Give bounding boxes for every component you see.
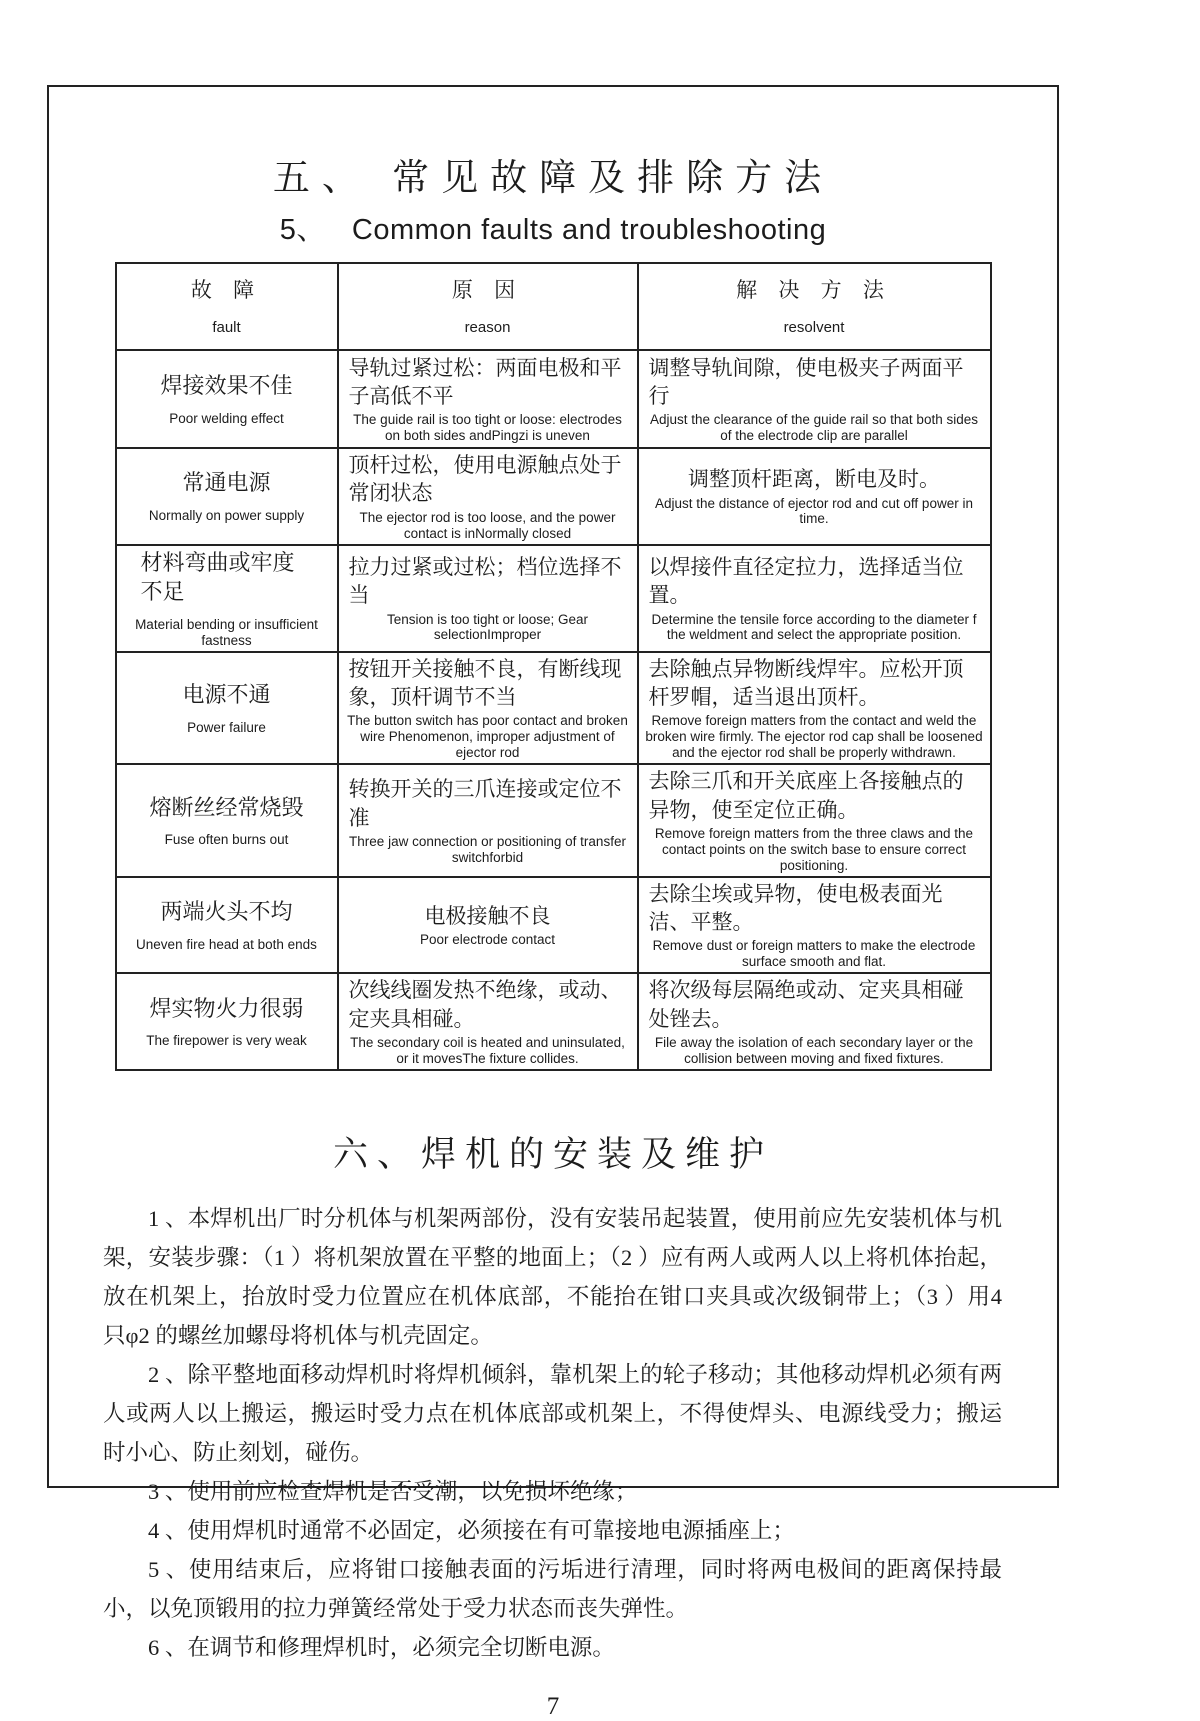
- fault-zh: 焊接效果不佳: [160, 373, 293, 399]
- page-number: 7: [546, 1692, 560, 1720]
- header-resolvent: [638, 263, 991, 350]
- header-resolvent-en: resolvent: [783, 318, 845, 336]
- fault-zh: 熔断丝经常烧毁: [149, 794, 304, 820]
- cell-fault: [116, 652, 338, 764]
- fault-en: Power failure: [187, 719, 266, 735]
- cell-fault: [116, 545, 338, 652]
- fault-en: Uneven fire head at both ends: [136, 936, 317, 952]
- resolvent-en: Remove foreign matters from the three claws and the contact points on the switch base to ensure correct positioning.: [654, 825, 974, 873]
- section5-title-zh: 五、 常见故障及排除方法: [272, 158, 834, 199]
- header-reason-zh: 原 因: [451, 278, 524, 303]
- cell-resolvent: [638, 448, 991, 545]
- table-row: [116, 877, 991, 974]
- fault-zh: 焊实物火力很弱: [149, 995, 304, 1021]
- cell-resolvent: [638, 350, 991, 448]
- cell-reason: [338, 545, 638, 652]
- reason-en: The secondary coil is heated and uninsulated, or it movesThe fixture collides.: [350, 1034, 625, 1066]
- reason-zh: 按钮开关接触不良，有断线现象，顶杆调节不当: [348, 656, 622, 710]
- table-row: [116, 448, 991, 545]
- cell-resolvent: [638, 973, 991, 1070]
- faults-table: [115, 262, 992, 1071]
- resolvent-zh: 去除触点异物断线焊牢。应松开顶杆罗帽，适当退出顶杆。: [648, 656, 964, 710]
- cell-reason: [338, 652, 638, 764]
- table-row: [116, 350, 991, 448]
- paragraph-6: 6 、在调节和修理焊机时，必须完全切断电源。: [148, 1634, 615, 1660]
- cell-resolvent: [638, 764, 991, 876]
- header-reason-en: reason: [464, 318, 511, 336]
- cell-fault: [116, 973, 338, 1070]
- cell-reason: [338, 350, 638, 448]
- table-row: [116, 652, 991, 764]
- resolvent-en: Adjust the clearance of the guide rail so that both sides of the electrode clip are parallel: [650, 412, 978, 444]
- cell-fault: [116, 448, 338, 545]
- resolvent-en: File away the isolation of each secondary layer or the collision between moving and fixed fixtures.: [654, 1034, 974, 1066]
- resolvent-en: Adjust the distance of ejector rod and cut off power in time.: [655, 495, 973, 527]
- reason-zh: 导轨过紧过松：两面电极和平子高低不平: [348, 355, 622, 409]
- reason-zh: 拉力过紧或过松；档位选择不当: [348, 554, 622, 608]
- fault-zh: 两端火头不均: [160, 899, 293, 925]
- reason-zh: 次线线圈发热不绝缘，或动、定夹具相碰。: [348, 978, 622, 1031]
- section6-body: [49, 1199, 1057, 1667]
- table-row: [116, 545, 991, 652]
- resolvent-zh: 以焊接件直径定拉力，选择适当位置。: [648, 554, 964, 608]
- reason-zh: 转换开关的三爪连接或定位不准: [348, 777, 622, 830]
- cell-fault: [116, 877, 338, 974]
- resolvent-en: Determine the tensile force according to the diameter f the weldment and select the appropriate position.: [651, 611, 977, 643]
- fault-en: Poor welding effect: [169, 410, 284, 426]
- cell-resolvent: [638, 877, 991, 974]
- reason-zh: 顶杆过松，使用电源触点处于常闭状态: [348, 453, 622, 506]
- cell-reason: [338, 973, 638, 1070]
- reason-en: The guide rail is too tight or loose: electrodes on both sides andPingzi is uneven: [353, 412, 622, 444]
- resolvent-zh: 将次级每层隔绝或动、定夹具相碰处锉去。: [648, 978, 964, 1031]
- page-border-frame: [47, 85, 1059, 1720]
- resolvent-zh: 去除尘埃或异物，使电极表面光洁、平整。: [648, 881, 943, 934]
- paragraph-1: 1 、本焊机出厂时分机体与机架两部份，没有安装吊起装置，使用前应先安装机体与机架，安装步骤：（1 ）将机架放置在平整的地面上；（2 ）应有两人或两人以上将机体抬起，放在机架上，抬放时受力位置应在机体底部，不能抬在钳口夹具或次级铜带上；（3 ）用4 只φ2 的螺丝加螺母将机体与机壳固定。: [103, 1205, 1002, 1348]
- fault-en: The firepower is very weak: [146, 1033, 307, 1049]
- resolvent-zh: 调整顶杆距离，断电及时。: [688, 467, 940, 492]
- paragraph-3: 3 、使用前应检查焊机是否受潮，以免损坏绝缘；: [148, 1478, 638, 1504]
- resolvent-zh: 去除三爪和开关底座上各接触点的异物，使至定位正确。: [648, 769, 964, 822]
- reason-en: The button switch has poor contact and broken wire Phenomenon, improper adjustment of ejector rod: [347, 713, 628, 761]
- resolvent-zh: 调整导轨间隙，使电极夹子两面平行: [648, 355, 964, 409]
- fault-zh: 材料弯曲或牢度不足: [140, 549, 295, 605]
- reason-en: Three jaw connection or positioning of transfer switchforbid: [349, 833, 626, 865]
- section6-title: 六、焊机的安装及维护: [332, 1134, 773, 1174]
- paragraph-5: 5 、使用结束后，应将钳口接触表面的污垢进行清理，同时将两电极间的距离保持最小，以免顶锻用的拉力弹簧经常处于受力状态而丧失弹性。: [103, 1556, 1002, 1621]
- cell-reason: [338, 877, 638, 974]
- paragraph-2: 2 、除平整地面移动焊机时将焊机倾斜，靠机架上的轮子移动；其他移动焊机必须有两人或两人以上搬运，搬运时受力点在机体底部或机架上，不得使焊头、电源线受力；搬运时小心、防止刻划，碰伤。: [103, 1361, 1002, 1465]
- table-row: [116, 764, 991, 876]
- cell-resolvent: [638, 545, 991, 652]
- section5-title-en-text: Common faults and troubleshooting: [351, 214, 827, 246]
- fault-zh: 常通电源: [182, 470, 271, 496]
- header-reason: [338, 263, 638, 350]
- paragraph-4: 4 、使用焊机时通常不必固定，必须接在有可靠接地电源插座上；: [148, 1517, 795, 1543]
- resolvent-en: Remove dust or foreign matters to make the electrode surface smooth and flat.: [652, 938, 976, 970]
- table-row: [116, 973, 991, 1070]
- section5-title-en-number: 5、: [279, 214, 326, 246]
- fault-en: Fuse often burns out: [164, 832, 289, 848]
- section5-title-en: [49, 207, 1057, 248]
- fault-en: Normally on power supply: [148, 508, 305, 524]
- cell-fault: [116, 764, 338, 876]
- reason-en: The ejector rod is too loose, and the power contact is inNormally closed: [359, 509, 616, 541]
- header-resolvent-zh: 解 决 方 法: [736, 278, 892, 303]
- header-fault: [116, 263, 338, 350]
- resolvent-en: Remove foreign matters from the contact and weld the broken wire firmly. The ejector rod cap shall be loosened and the ejector rod shall be properly withdrawn.: [645, 713, 983, 761]
- fault-en: Material bending or insufficient fastness: [135, 616, 318, 648]
- reason-en: Poor electrode contact: [419, 932, 556, 948]
- table-header-row: [116, 263, 991, 350]
- cell-reason: [338, 448, 638, 545]
- cell-resolvent: [638, 652, 991, 764]
- cell-reason: [338, 764, 638, 876]
- reason-zh: 电极接触不良: [424, 903, 551, 928]
- cell-fault: [116, 350, 338, 448]
- fault-zh: 电源不通: [182, 682, 271, 708]
- header-fault-en: fault: [212, 318, 241, 336]
- reason-en: Tension is too tight or loose; Gear selectionImproper: [386, 611, 589, 643]
- header-fault-zh: 故 障: [190, 278, 263, 303]
